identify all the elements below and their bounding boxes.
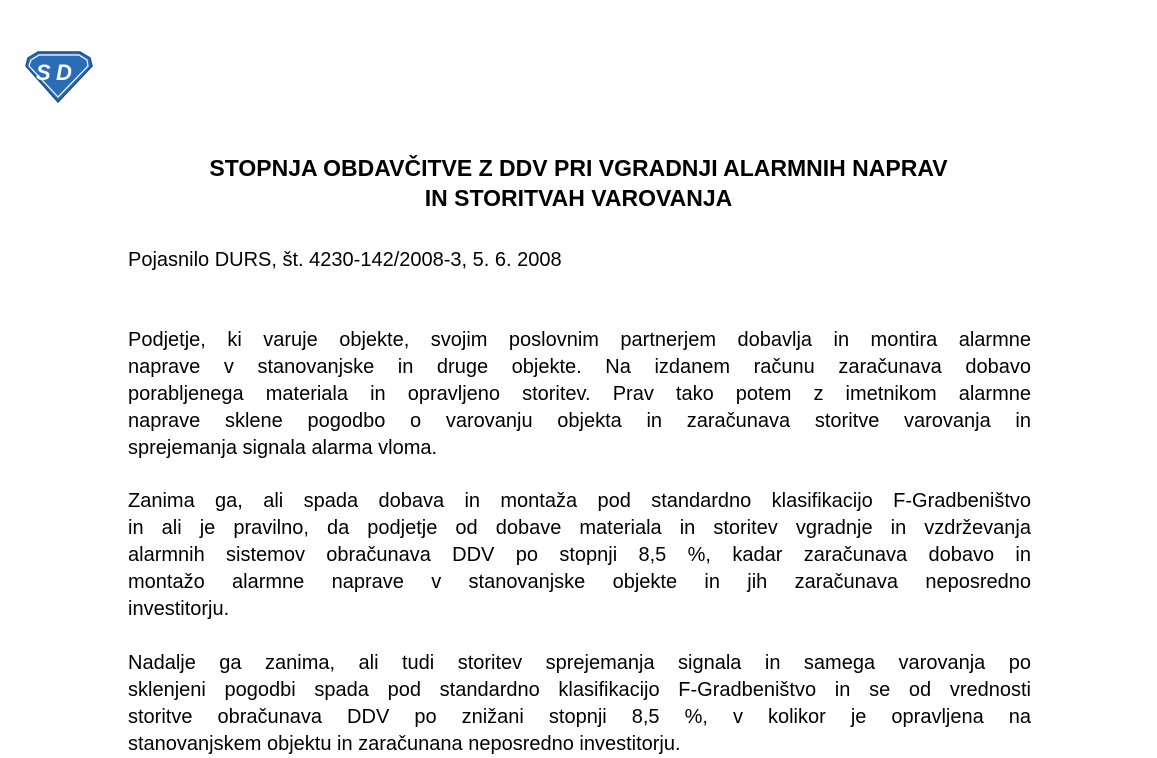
paragraph-line: naprave v stanovanjske in druge objekte. Na izdanem računu zaračunava dobavo — [128, 356, 1031, 378]
svg-text:S: S — [36, 60, 51, 85]
paragraph-line: porabljenega materiala in opravljeno storitev. Prav tako potem z imetnikom alarmne — [128, 383, 1031, 405]
paragraph-line: Nadalje ga zanima, ali tudi storitev sprejemanja signala in samega varovanja po — [128, 652, 1031, 674]
paragraph-line: Zanima ga, ali spada dobava in montaža pod standardno klasifikacijo F-Gradbeništvo — [128, 490, 1031, 512]
paragraph-3 — [128, 650, 1031, 758]
sd-shield-logo-icon — [22, 50, 96, 104]
company-logo — [22, 50, 96, 104]
paragraph-line: montažo alarmne naprave v stanovanjske objekte in jih zaračunava neposredno — [128, 571, 1031, 593]
paragraph-line: investitorju. — [128, 598, 230, 620]
paragraph-line: Podjetje, ki varuje objekte, svojim poslovnim partnerjem dobavlja in montira alarmne — [128, 329, 1031, 351]
paragraph-line: stanovanjskem objektu in zaračunana neposredno investitorju. — [128, 733, 681, 755]
title-line-1: STOPNJA OBDAVČITVE Z DDV PRI VGRADNJI ALARMNIH NAPRAV — [209, 155, 948, 181]
reference-line: Pojasnilo DURS, št. 4230-142/2008-3, 5. 6. 2008 — [128, 249, 562, 271]
paragraph-line: sklenjeni pogodbi spada pod standardno klasifikacijo F-Gradbeništvo in se od vrednosti — [128, 679, 1031, 701]
paragraph-line: alarmnih sistemov obračunava DDV po stopnji 8,5 %, kadar zaračunava dobavo in — [128, 544, 1031, 566]
paragraph-line: sprejemanja signala alarma vloma. — [128, 437, 438, 459]
paragraph-2 — [128, 488, 1031, 623]
paragraph-line: naprave sklene pogodbo o varovanju objekta in zaračunava storitve varovanja in — [128, 410, 1031, 432]
paragraph-1 — [128, 327, 1031, 462]
title-line-2: IN STORITVAH VAROVANJA — [424, 185, 733, 211]
paragraph-line: in ali je pravilno, da podjetje od dobave materiala in storitev vgradnje in vzdrževanja — [128, 517, 1031, 539]
paragraph-line: storitve obračunava DDV po znižani stopnji 8,5 %, v kolikor je opravljena na — [128, 706, 1031, 728]
document-title — [60, 153, 1097, 213]
svg-text:D: D — [56, 60, 72, 85]
